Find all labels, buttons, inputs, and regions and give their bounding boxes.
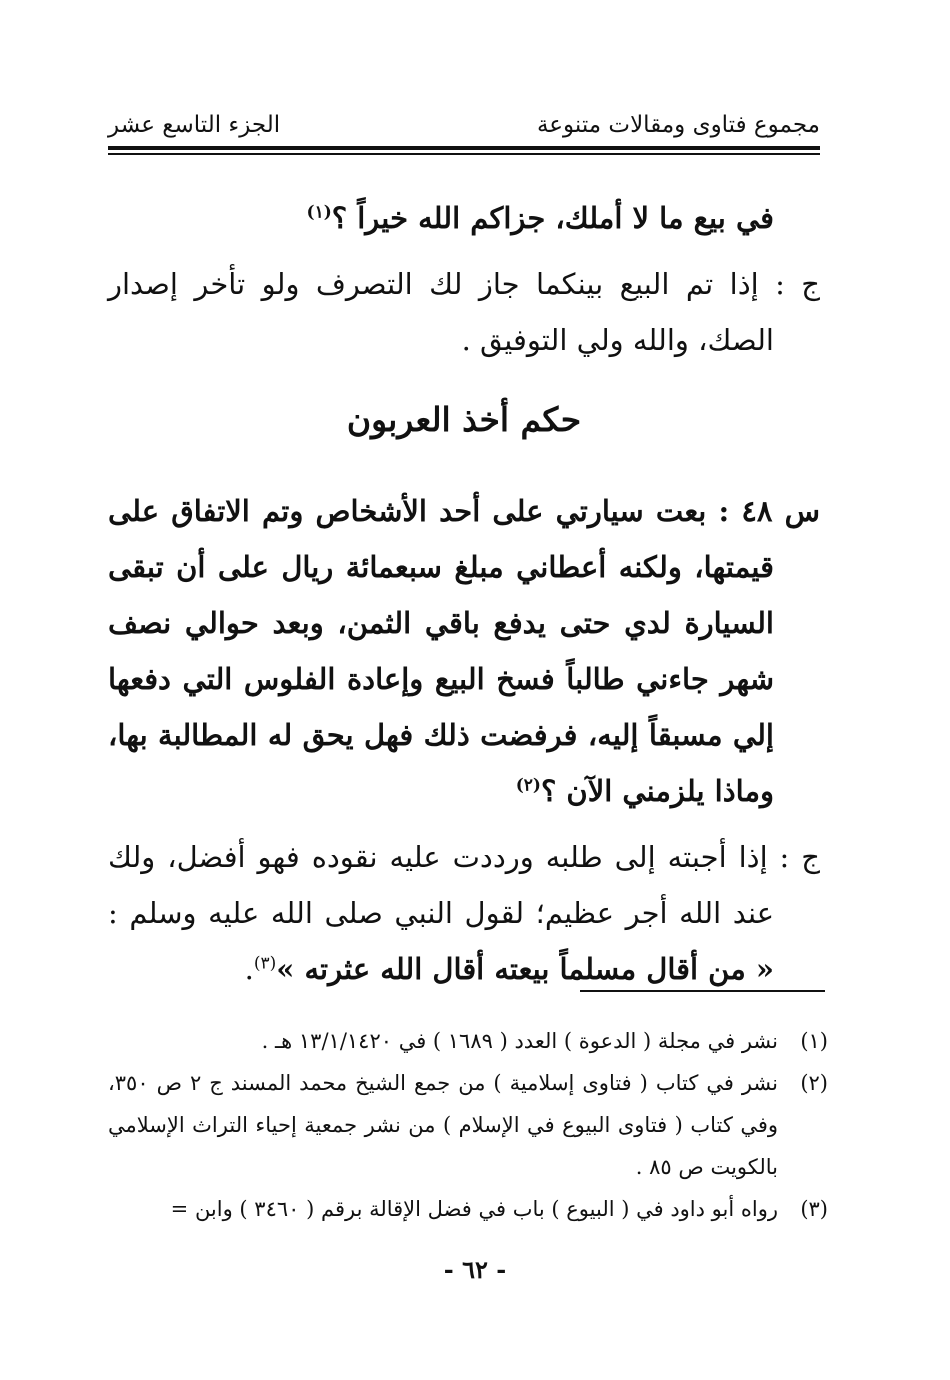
running-header <box>108 112 820 142</box>
footnote-separator <box>580 990 825 992</box>
footnote-ref-1: (١) <box>306 202 332 223</box>
footnote-1 <box>108 1020 828 1062</box>
book-title: مجموع فتاوى ومقالات متنوعة <box>536 112 820 138</box>
previous-answer: ج : إذا تم البيع بينكما جاز لك التصرف ولو تأخر إصدار الصك، والله ولي التوفيق . <box>108 267 820 357</box>
hadith-end: . <box>244 952 254 986</box>
section-title: حكم أخذ العربون <box>346 400 582 439</box>
answer-text: ج : إذا أجبته إلى طلبه ورددت عليه نقوده فهو أفضل، ولك عند الله أجر عظيم؛ لقول النبي صلى الله عليه وسلم : <box>108 840 820 930</box>
answer-48 <box>108 829 820 997</box>
footnote-ref-3: (٣) <box>253 953 277 974</box>
footnote-text: نشر في مجلة ( الدعوة ) العدد ( ١٦٨٩ ) في ١٣/١/١٤٢٠ هـ . <box>261 1029 778 1053</box>
question-text: س ٤٨ : بعت سيارتي على أحد الأشخاص وتم الاتفاق على قيمتها، ولكنه أعطاني مبلغ سبعمائة ريال على أن تبقى السيارة لدي حتى يدفع باقي الثمن، وبعد حوالي نصف شهر جاءني طالباً فسخ البيع وإعادة الفلوس التي دفعها إلي مسبقاً إليه، فرفضت ذلك فهل يحق له المطالبة بها، وماذا يلزمني الآن ؟ <box>108 494 820 808</box>
footnote-3 <box>108 1188 828 1230</box>
footnote-2 <box>108 1062 828 1188</box>
header-rule-thin <box>108 153 820 155</box>
footnotes <box>108 1020 828 1230</box>
footnote-number: (١) <box>800 1029 828 1053</box>
volume-label: الجزء التاسع عشر <box>108 112 281 138</box>
header-rule-thick <box>108 146 820 150</box>
previous-question-text: في بيع ما لا أملك، جزاكم الله خيراً ؟ <box>331 201 774 235</box>
footnote-number: (٣) <box>800 1197 828 1221</box>
page-number: - ٦٢ - <box>443 1255 507 1284</box>
question-48 <box>108 483 820 819</box>
footnote-ref-2: (٢) <box>515 775 541 796</box>
footnote-text: رواه أبو داود في ( البيوع ) باب في فضل الإقالة برقم ( ٣٤٦٠ ) وابن = <box>170 1197 778 1221</box>
footnote-number: (٢) <box>800 1071 828 1095</box>
page-body <box>108 190 820 997</box>
footnote-text: نشر في كتاب ( فتاوى إسلامية ) من جمع الشيخ محمد المسند ج ٢ ص ٣٥٠، وفي كتاب ( فتاوى البيوع في الإسلام ) من نشر جمعية إحياء التراث الإسلامي بالكويت ص ٨٥ . <box>108 1071 778 1179</box>
previous-question-end <box>108 190 820 246</box>
hadith-quote: « من أقال مسلماً بيعته أقال الله عثرته » <box>276 952 774 986</box>
